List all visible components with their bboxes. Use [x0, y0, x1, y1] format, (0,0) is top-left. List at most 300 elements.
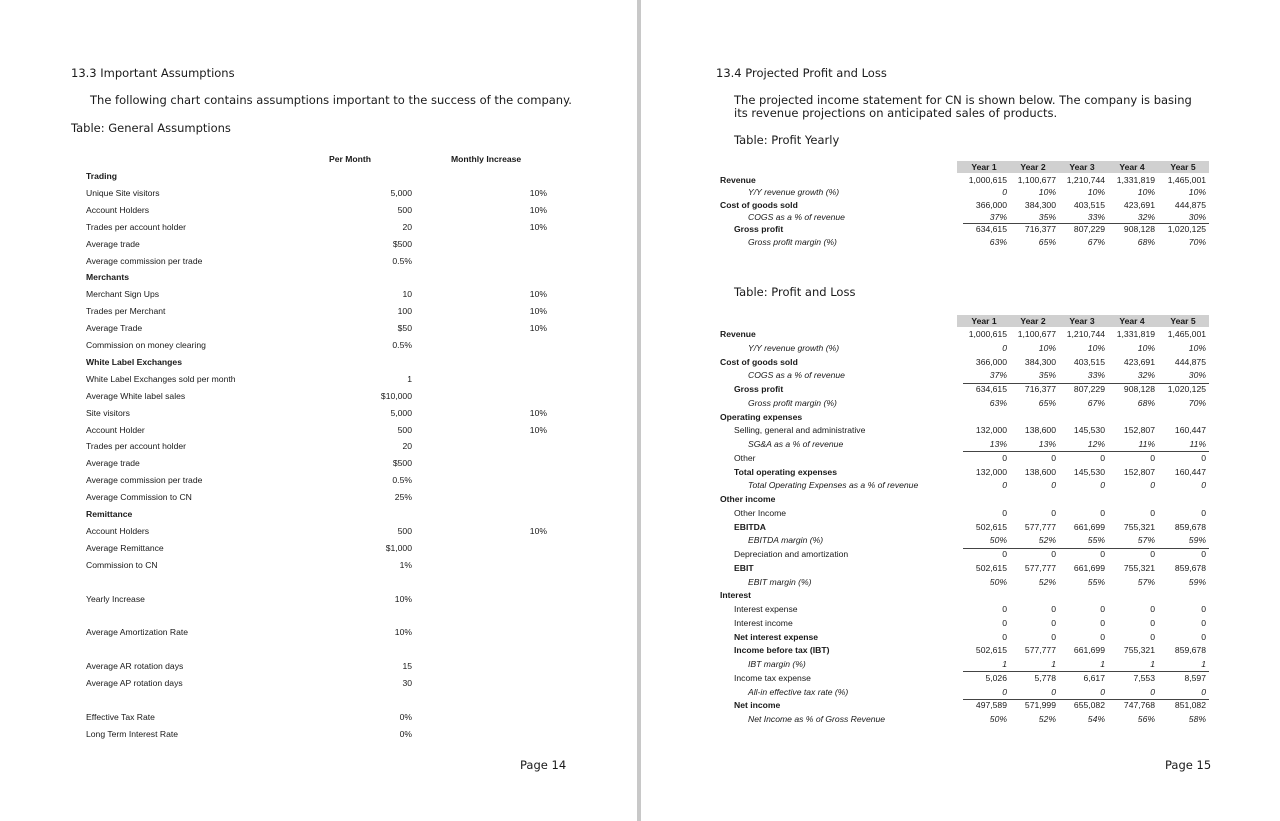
cell-value: 50% [989, 535, 1007, 546]
cell-value: 5,026 [985, 672, 1007, 683]
cell-value: 0 [1201, 631, 1206, 642]
per-month-value: $1,000 [385, 542, 412, 553]
cell-value: 50% [989, 714, 1007, 724]
year-header: Year 5 [1170, 162, 1196, 172]
cell-value: 0 [1150, 480, 1155, 491]
cell-value: 70% [1188, 236, 1206, 247]
year-header-row [957, 161, 1209, 173]
year-header-row [957, 315, 1209, 327]
cell-value: 58% [1188, 714, 1206, 724]
cell-value: 37% [989, 370, 1007, 381]
per-month-value: 0% [399, 711, 412, 722]
table-row [0, 475, 637, 488]
row-label: Cost of goods sold [720, 199, 798, 210]
cell-value: 0 [1002, 342, 1007, 353]
table-row [641, 467, 1280, 481]
table-row [0, 256, 637, 269]
table-row [0, 543, 637, 556]
cell-value: 65% [1038, 236, 1056, 247]
cell-value: 59% [1188, 535, 1206, 546]
row-label: COGS as a % of revenue [748, 370, 845, 381]
row-label: Y/Y revenue growth (%) [748, 187, 840, 198]
row-label: Unique Site visitors [86, 187, 160, 198]
cell-value: 138,600 [1024, 466, 1056, 477]
cell-value: 63% [989, 397, 1007, 408]
cell-value: 152,807 [1123, 466, 1155, 477]
cell-value: 1 [1100, 659, 1105, 669]
cell-value: 0 [1002, 480, 1007, 491]
row-label: White Label Exchanges sold per month [86, 373, 236, 384]
row-label: Gross profit margin (%) [748, 236, 837, 247]
table-row [0, 729, 637, 742]
page-14 [0, 0, 637, 821]
cell-value: 1 [1201, 659, 1206, 669]
page-number: Page 15 [1165, 758, 1212, 772]
row-label: Site visitors [86, 407, 130, 418]
cell-value: 35% [1038, 370, 1056, 381]
per-month-value: 0% [399, 728, 412, 739]
cell-value: 30% [1188, 211, 1206, 222]
row-label: Trades per Merchant [86, 306, 166, 317]
table-row [641, 494, 1280, 508]
column-header-monthly-increase: Monthly Increase [451, 154, 522, 164]
cell-value: 0 [1201, 686, 1206, 697]
cell-value: 35% [1038, 211, 1056, 222]
cell-value: 63% [989, 236, 1007, 247]
cell-value: 10% [1087, 187, 1105, 198]
monthly-increase-value: 10% [529, 289, 547, 300]
cell-value: 8,597 [1184, 672, 1206, 683]
page-15 [641, 0, 1280, 821]
cell-value: 13% [989, 439, 1007, 449]
per-month-value: 10% [394, 627, 412, 638]
per-month-value: 5,000 [390, 407, 412, 418]
cell-value: 1,331,819 [1116, 175, 1155, 185]
table-row [641, 412, 1280, 426]
table-row [0, 526, 637, 539]
table-row [0, 340, 637, 353]
table-row [641, 384, 1280, 398]
cell-value: 0 [1051, 631, 1056, 642]
cell-value: 0 [1100, 631, 1105, 642]
cell-value: 908,128 [1123, 224, 1155, 235]
cell-value: 807,229 [1073, 384, 1105, 394]
row-label: Account Holders [86, 525, 150, 536]
row-label: EBIT margin (%) [748, 576, 812, 587]
row-label: Commission on money clearing [86, 340, 206, 350]
section-title: 13.3 Important Assumptions [71, 66, 235, 80]
row-label: EBITDA margin (%) [748, 535, 824, 546]
year-header: Year 5 [1170, 316, 1196, 326]
row-label: Average Remittance [86, 542, 164, 553]
cell-value: 10% [1137, 187, 1155, 198]
cell-value: 502,615 [975, 645, 1007, 656]
cell-value: 55% [1087, 535, 1105, 546]
cell-value: 366,000 [975, 356, 1007, 367]
row-label: Selling, general and administrative [734, 425, 866, 436]
row-label: Interest income [734, 617, 793, 628]
section-title: 13.4 Projected Profit and Loss [716, 66, 887, 80]
cell-value: 0 [1002, 452, 1007, 463]
cell-value: 0 [1051, 480, 1056, 491]
per-month-value: 10 [402, 289, 412, 300]
row-label: Interest [720, 590, 752, 601]
cell-value: 0 [1002, 187, 1007, 198]
per-month-value: 0.5% [392, 340, 412, 350]
cell-value: 10% [1038, 187, 1056, 198]
cell-value: 1 [1051, 659, 1056, 669]
per-month-value: 30 [402, 678, 412, 688]
year-header: Year 4 [1119, 316, 1145, 326]
cell-value: 1,465,001 [1167, 329, 1206, 339]
cell-value: 12% [1087, 439, 1105, 449]
cell-value: 634,615 [975, 224, 1007, 235]
row-label: Other income [720, 494, 776, 504]
cell-value: 497,589 [975, 700, 1007, 711]
per-month-value: 1% [399, 559, 412, 570]
per-month-value: 25% [394, 492, 412, 503]
cell-value: 32% [1137, 370, 1155, 381]
cell-value: 661,699 [1073, 562, 1105, 573]
monthly-increase-value: 10% [529, 407, 547, 418]
cell-value: 655,082 [1073, 700, 1105, 711]
cell-value: 747,768 [1123, 700, 1155, 711]
row-label: Commission to CN [86, 559, 158, 570]
table-row [641, 343, 1280, 357]
row-label: Average Amortization Rate [86, 627, 189, 638]
table-row [0, 425, 637, 438]
cell-value: 0 [1002, 549, 1007, 559]
row-label: Trades per account holder [86, 221, 186, 232]
cell-value: 0 [1201, 507, 1206, 518]
year-header: Year 4 [1119, 162, 1145, 172]
cell-value: 52% [1038, 576, 1056, 587]
table-row [0, 712, 637, 725]
row-label: Average trade [86, 458, 140, 469]
table-row [641, 632, 1280, 646]
cell-value: 0 [1100, 549, 1105, 559]
table-row [0, 272, 637, 285]
cell-value: 571,999 [1024, 700, 1056, 711]
cell-value: 70% [1188, 397, 1206, 408]
cell-value: 0 [1201, 480, 1206, 491]
per-month-value: $50 [397, 323, 412, 334]
table-row [641, 549, 1280, 563]
row-label: Effective Tax Rate [86, 711, 155, 722]
cell-value: 384,300 [1024, 356, 1056, 367]
cell-value: 0 [1201, 549, 1206, 559]
cell-value: 577,777 [1024, 645, 1056, 656]
table-row [641, 590, 1280, 604]
monthly-increase-value: 10% [529, 525, 547, 536]
table-row [641, 645, 1280, 659]
table-row [0, 661, 637, 674]
cell-value: 1 [1002, 659, 1007, 669]
cell-value: 0 [1150, 452, 1155, 463]
year-header: Year 1 [971, 162, 997, 172]
cell-value: 0 [1150, 617, 1155, 628]
cell-value: 0 [1150, 686, 1155, 697]
table-row [0, 458, 637, 471]
table-row [0, 205, 637, 218]
per-month-value: 500 [397, 204, 412, 215]
table-row [0, 323, 637, 336]
row-label: Net income [734, 700, 781, 711]
cell-value: 0 [1051, 617, 1056, 628]
cell-value: 0 [1201, 617, 1206, 628]
table-row [641, 618, 1280, 632]
page-number: Page 14 [520, 758, 567, 772]
cell-value: 10% [1188, 187, 1206, 198]
table-row [641, 357, 1280, 371]
row-label: Gross profit [734, 224, 784, 235]
cell-value: 0 [1100, 480, 1105, 491]
profit-and-loss-table [641, 315, 1280, 735]
cell-value: 33% [1087, 211, 1105, 222]
table-row [0, 509, 637, 522]
cell-value: 0 [1051, 507, 1056, 518]
cell-value: 859,678 [1174, 562, 1206, 573]
cell-value: 577,777 [1024, 521, 1056, 532]
cell-value: 10% [1188, 342, 1206, 353]
monthly-increase-value: 10% [529, 323, 547, 334]
row-label: EBIT [734, 562, 754, 573]
row-label: Average commission per trade [86, 475, 203, 486]
cell-value: 13% [1038, 439, 1056, 449]
table-caption: Table: General Assumptions [71, 121, 231, 135]
table-row [0, 408, 637, 421]
table-row [0, 357, 637, 370]
cell-value: 403,515 [1073, 199, 1105, 210]
cell-value: 52% [1038, 535, 1056, 546]
row-label: IBT margin (%) [748, 659, 806, 669]
cell-value: 661,699 [1073, 521, 1105, 532]
cell-value: 68% [1137, 397, 1155, 408]
cell-value: 0 [1201, 604, 1206, 614]
table-row [641, 577, 1280, 591]
table-row [641, 714, 1280, 728]
table-row [0, 289, 637, 302]
cell-value: 59% [1188, 576, 1206, 587]
cell-value: 755,321 [1123, 562, 1155, 573]
cell-value: 54% [1087, 714, 1105, 724]
cell-value: 807,229 [1073, 224, 1105, 235]
per-month-value: 1 [407, 373, 412, 384]
row-label: Total Operating Expenses as a % of revenue [748, 480, 919, 491]
cell-value: 0 [1002, 631, 1007, 642]
year-header: Year 2 [1020, 316, 1046, 326]
row-label: COGS as a % of revenue [748, 211, 845, 222]
table-row [0, 306, 637, 319]
intro-paragraph: The following chart contains assumptions important to the success of the company. [90, 93, 572, 107]
monthly-increase-value: 10% [529, 187, 547, 198]
cell-value: 634,615 [975, 384, 1007, 394]
cell-value: 755,321 [1123, 521, 1155, 532]
cell-value: 0 [1100, 617, 1105, 628]
per-month-value: $10,000 [380, 390, 412, 401]
row-label: Account Holders [86, 204, 150, 215]
per-month-value: $500 [392, 238, 412, 249]
per-month-value: 500 [397, 424, 412, 435]
monthly-increase-value: 10% [529, 424, 547, 435]
cell-value: 716,377 [1024, 224, 1056, 235]
year-header: Year 1 [971, 316, 997, 326]
row-label: Average commission per trade [86, 255, 203, 266]
row-label: Revenue [720, 329, 756, 339]
row-label: Account Holder [86, 424, 145, 435]
cell-value: 0 [1150, 549, 1155, 559]
per-month-value: 20 [402, 221, 412, 232]
row-label: Merchant Sign Ups [86, 289, 160, 300]
cell-value: 32% [1137, 211, 1155, 222]
table-caption-profit-yearly: Table: Profit Yearly [734, 133, 840, 147]
cell-value: 65% [1038, 397, 1056, 408]
cell-value: 0 [1100, 686, 1105, 697]
per-month-value: 0.5% [392, 255, 412, 266]
cell-value: 908,128 [1123, 384, 1155, 394]
row-label: Y/Y revenue growth (%) [748, 342, 840, 353]
cell-value: 138,600 [1024, 425, 1056, 436]
cell-value: 403,515 [1073, 356, 1105, 367]
cell-value: 1,331,819 [1116, 329, 1155, 339]
row-label: Average Commission to CN [86, 492, 192, 503]
cell-value: 10% [1087, 342, 1105, 353]
row-label: Average AP rotation days [86, 678, 183, 688]
table-row [641, 237, 1280, 251]
table-row [641, 604, 1280, 618]
cell-value: 0 [1100, 507, 1105, 518]
cell-value: 859,678 [1174, 521, 1206, 532]
row-label: White Label Exchanges [86, 356, 182, 367]
row-label: Revenue [720, 175, 756, 185]
cell-value: 851,082 [1174, 700, 1206, 711]
year-header: Year 3 [1069, 316, 1095, 326]
cell-value: 0 [1002, 604, 1007, 614]
row-label: Other [734, 452, 756, 463]
cell-value: 0 [1150, 507, 1155, 518]
table-row [641, 673, 1280, 687]
cell-value: 33% [1087, 370, 1105, 381]
cell-value: 10% [1137, 342, 1155, 353]
cell-value: 0 [1051, 549, 1056, 559]
row-label: Gross profit [734, 384, 784, 394]
per-month-value: $500 [392, 458, 412, 469]
cell-value: 1,100,677 [1017, 175, 1056, 185]
cell-value: 67% [1087, 236, 1105, 247]
row-label: Average White label sales [86, 390, 186, 401]
cell-value: 384,300 [1024, 199, 1056, 210]
cell-value: 1,000,615 [968, 175, 1007, 185]
row-label: All-in effective tax rate (%) [748, 686, 849, 697]
cell-value: 0 [1002, 617, 1007, 628]
row-label: Net interest expense [734, 631, 819, 642]
year-header: Year 2 [1020, 162, 1046, 172]
cell-value: 0 [1150, 604, 1155, 614]
row-label: Depreciation and amortization [734, 549, 849, 559]
table-row [641, 425, 1280, 439]
cell-value: 859,678 [1174, 645, 1206, 656]
row-label: Long Term Interest Rate [86, 728, 179, 739]
cell-value: 6,617 [1083, 672, 1105, 683]
general-assumptions-table [0, 0, 637, 821]
cell-value: 132,000 [975, 425, 1007, 436]
table-row [0, 391, 637, 404]
row-label: Income tax expense [734, 672, 811, 683]
table-row [0, 560, 637, 573]
table-row [0, 171, 637, 184]
cell-value: 57% [1137, 576, 1155, 587]
cell-value: 577,777 [1024, 562, 1056, 573]
table-row [0, 627, 637, 640]
cell-value: 37% [989, 211, 1007, 222]
row-label: Total operating expenses [734, 466, 837, 477]
cell-value: 1,020,125 [1167, 384, 1206, 394]
row-label: Remittance [86, 509, 133, 519]
cell-value: 1,020,125 [1167, 224, 1206, 235]
cell-value: 10% [1038, 342, 1056, 353]
per-month-value: 500 [397, 525, 412, 536]
cell-value: 56% [1137, 714, 1155, 724]
row-label: Trades per account holder [86, 441, 186, 452]
cell-value: 716,377 [1024, 384, 1056, 394]
intro-paragraph: The projected income statement for CN is shown below. The company is basing its revenue projections on anticipated sales of products. [734, 93, 1192, 120]
cell-value: 423,691 [1123, 356, 1155, 367]
table-row [0, 492, 637, 505]
cell-value: 5,778 [1034, 672, 1056, 683]
cell-value: 1,465,001 [1167, 175, 1206, 185]
monthly-increase-value: 10% [529, 306, 547, 317]
table-caption-profit-and-loss: Table: Profit and Loss [734, 285, 856, 299]
table-row [0, 222, 637, 235]
cell-value: 444,875 [1174, 356, 1206, 367]
per-month-value: 5,000 [390, 187, 412, 198]
row-label: Interest expense [734, 604, 798, 614]
table-row [641, 700, 1280, 714]
row-label: Cost of goods sold [720, 356, 798, 367]
cell-value: 0 [1051, 604, 1056, 614]
cell-value: 1,000,615 [968, 329, 1007, 339]
cell-value: 68% [1137, 236, 1155, 247]
cell-value: 1 [1150, 659, 1155, 669]
table-row [0, 374, 637, 387]
cell-value: 0 [1002, 686, 1007, 697]
cell-value: 755,321 [1123, 645, 1155, 656]
table-row [0, 188, 637, 201]
row-label: Average AR rotation days [86, 661, 184, 672]
cell-value: 366,000 [975, 199, 1007, 210]
monthly-increase-value: 10% [529, 221, 547, 232]
cell-value: 502,615 [975, 521, 1007, 532]
cell-value: 1,100,677 [1017, 329, 1056, 339]
cell-value: 7,553 [1133, 672, 1155, 683]
table-row [641, 398, 1280, 412]
year-header: Year 3 [1069, 162, 1095, 172]
table-row [641, 563, 1280, 577]
column-header-per-month: Per Month [329, 154, 372, 164]
row-label: Merchants [86, 272, 129, 283]
monthly-increase-value: 10% [529, 204, 547, 215]
cell-value: 11% [1138, 439, 1155, 449]
per-month-value: 20 [402, 441, 412, 452]
cell-value: 67% [1087, 397, 1105, 408]
row-label: SG&A as a % of revenue [748, 439, 844, 449]
cell-value: 0 [1051, 452, 1056, 463]
table-row [0, 441, 637, 454]
profit-yearly-table [641, 161, 1280, 251]
table-row [0, 594, 637, 607]
row-label: Average trade [86, 238, 140, 249]
cell-value: 145,530 [1073, 466, 1105, 477]
